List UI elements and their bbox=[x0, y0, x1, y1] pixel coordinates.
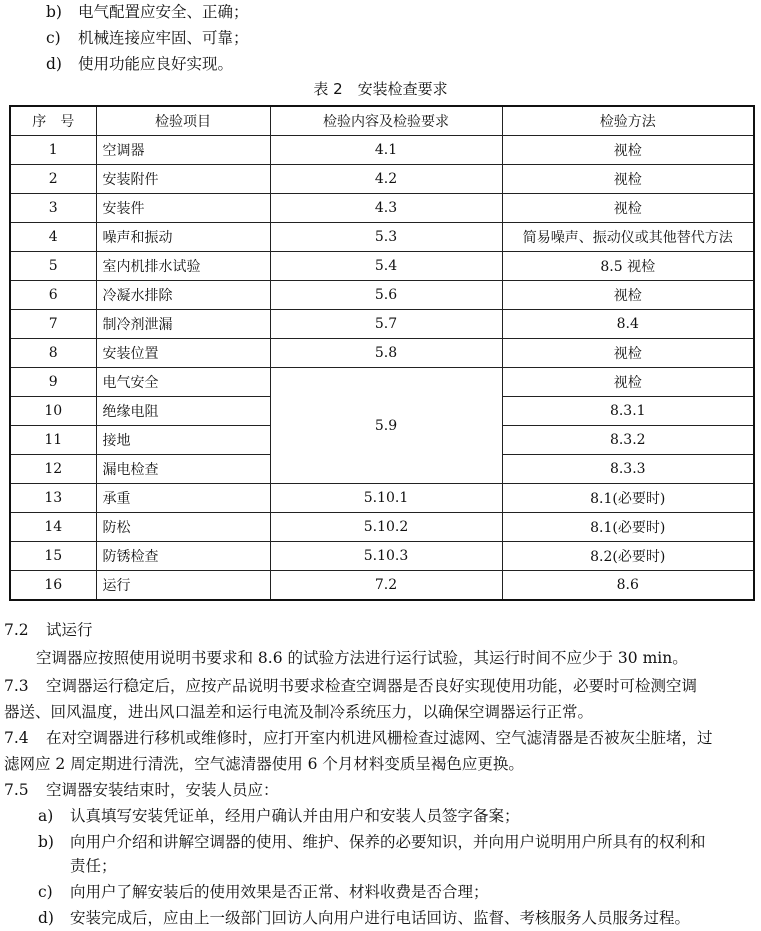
section-number: 7.2 bbox=[4, 621, 29, 639]
cell-method: 8.1(必要时) bbox=[502, 513, 754, 542]
cell-item: 防锈检查 bbox=[96, 542, 270, 571]
section-number: 7.5 bbox=[4, 781, 29, 799]
cell-method: 8.6 bbox=[502, 571, 754, 601]
cell-content-merged: 5.9 bbox=[270, 368, 502, 484]
table-row bbox=[10, 368, 754, 397]
section-body: 器送、回风温度，进出风口温差和运行电流及制冷系统压力，以确保空调器运行正常。 bbox=[4, 703, 594, 721]
section-body: 滤网应 2 周定期进行清洗，空气滤清器使用 6 个月材料变质呈褐色应更换。 bbox=[4, 755, 524, 773]
section-number: 7.4 bbox=[4, 729, 29, 747]
table-row bbox=[10, 136, 754, 165]
header-item: 检验项目 bbox=[96, 106, 270, 136]
cell-number: 14 bbox=[10, 513, 96, 542]
list-marker: b) bbox=[46, 3, 62, 21]
cell-item: 承重 bbox=[96, 484, 270, 513]
list-marker: d) bbox=[46, 55, 62, 73]
cell-number: 15 bbox=[10, 542, 96, 571]
table-row bbox=[10, 165, 754, 194]
cell-item: 冷凝水排除 bbox=[96, 281, 270, 310]
header-method: 检验方法 bbox=[502, 106, 754, 136]
cell-number: 16 bbox=[10, 571, 96, 601]
table-row bbox=[10, 194, 754, 223]
list-item-text: 向用户介绍和讲解空调器的使用、维护、保养的必要知识，并向用户说明用户所具有的权利和 bbox=[70, 833, 706, 851]
cell-item: 安装附件 bbox=[96, 165, 270, 194]
cell-number: 4 bbox=[10, 223, 96, 252]
header-number: 序 号 bbox=[10, 106, 96, 136]
table-row bbox=[10, 542, 754, 571]
list-marker: d) bbox=[38, 909, 54, 927]
cell-item: 空调器 bbox=[96, 136, 270, 165]
cell-method: 8.5 视检 bbox=[502, 252, 754, 281]
section-number: 7.3 bbox=[4, 677, 29, 695]
cell-method: 简易噪声、振动仪或其他替代方法 bbox=[502, 223, 754, 252]
cell-content: 5.10.2 bbox=[270, 513, 502, 542]
table-row bbox=[10, 513, 754, 542]
cell-method: 8.4 bbox=[502, 310, 754, 339]
cell-method: 视检 bbox=[502, 281, 754, 310]
list-item-text: 电气配置应安全、正确； bbox=[78, 3, 249, 21]
cell-number: 3 bbox=[10, 194, 96, 223]
cell-method: 8.1(必要时) bbox=[502, 484, 754, 513]
cell-item: 室内机排水试验 bbox=[96, 252, 270, 281]
cell-content: 5.6 bbox=[270, 281, 502, 310]
cell-content: 4.1 bbox=[270, 136, 502, 165]
cell-method: 视检 bbox=[502, 194, 754, 223]
cell-number: 5 bbox=[10, 252, 96, 281]
table-row bbox=[10, 310, 754, 339]
list-item-text: 使用功能应良好实现。 bbox=[78, 55, 234, 73]
cell-content: 5.10.3 bbox=[270, 542, 502, 571]
table-row bbox=[10, 223, 754, 252]
cell-item: 接地 bbox=[96, 426, 270, 455]
table-caption: 表 2 安装检查要求 bbox=[313, 80, 448, 98]
cell-content: 4.2 bbox=[270, 165, 502, 194]
cell-method: 视检 bbox=[502, 165, 754, 194]
cell-content: 4.3 bbox=[270, 194, 502, 223]
cell-content: 5.7 bbox=[270, 310, 502, 339]
list-marker: c) bbox=[46, 29, 61, 47]
table-row bbox=[10, 339, 754, 368]
section-body: 空调器运行稳定后，应按产品说明书要求检查空调器是否良好实现使用功能，必要时可检测空调 bbox=[46, 677, 698, 695]
cell-method: 8.3.1 bbox=[502, 397, 754, 426]
cell-number: 2 bbox=[10, 165, 96, 194]
table-header-row bbox=[10, 106, 754, 136]
cell-content: 5.8 bbox=[270, 339, 502, 368]
cell-content: 5.3 bbox=[270, 223, 502, 252]
list-item-text: 认真填写安装凭证单，经用户确认并由用户和安装人员签字备案； bbox=[70, 807, 520, 825]
table-row bbox=[10, 252, 754, 281]
inspection-table bbox=[9, 105, 755, 601]
cell-item: 电气安全 bbox=[96, 368, 270, 397]
section-title: 空调器安装结束时，安装人员应： bbox=[46, 781, 279, 799]
section-title: 试运行 bbox=[46, 621, 93, 639]
cell-item: 防松 bbox=[96, 513, 270, 542]
section-body: 在对空调器进行移机或维修时，应打开室内机进风栅检查过滤网、空气滤清器是否被灰尘脏堵，过 bbox=[46, 729, 713, 747]
cell-method: 8.3.3 bbox=[502, 455, 754, 484]
cell-item: 安装位置 bbox=[96, 339, 270, 368]
section-body: 空调器应按照使用说明书要求和 8.6 的试验方法进行运行试验，其运行时间不应少于 30 min。 bbox=[36, 649, 688, 667]
cell-content: 7.2 bbox=[270, 571, 502, 601]
table-row bbox=[10, 571, 754, 601]
cell-method: 视检 bbox=[502, 368, 754, 397]
list-marker: a) bbox=[38, 807, 54, 825]
cell-item: 噪声和振动 bbox=[96, 223, 270, 252]
cell-method: 视检 bbox=[502, 339, 754, 368]
cell-content: 5.10.1 bbox=[270, 484, 502, 513]
cell-number: 9 bbox=[10, 368, 96, 397]
table-row bbox=[10, 281, 754, 310]
cell-number: 11 bbox=[10, 426, 96, 455]
list-item-text: 安装完成后，应由上一级部门回访人向用户进行电话回访、监督、考核服务人员服务过程。 bbox=[70, 909, 691, 927]
header-content: 检验内容及检验要求 bbox=[270, 106, 502, 136]
cell-number: 6 bbox=[10, 281, 96, 310]
list-marker: c) bbox=[38, 883, 53, 901]
cell-item: 安装件 bbox=[96, 194, 270, 223]
cell-item: 绝缘电阻 bbox=[96, 397, 270, 426]
list-item-text: 责任； bbox=[70, 857, 117, 875]
list-item-text: 向用户了解安装后的使用效果是否正常、材料收费是否合理； bbox=[70, 883, 489, 901]
cell-number: 10 bbox=[10, 397, 96, 426]
cell-number: 1 bbox=[10, 136, 96, 165]
cell-number: 12 bbox=[10, 455, 96, 484]
cell-item: 制冷剂泄漏 bbox=[96, 310, 270, 339]
cell-method: 8.3.2 bbox=[502, 426, 754, 455]
cell-number: 13 bbox=[10, 484, 96, 513]
cell-number: 7 bbox=[10, 310, 96, 339]
cell-method: 视检 bbox=[502, 136, 754, 165]
cell-content: 5.4 bbox=[270, 252, 502, 281]
cell-item: 漏电检查 bbox=[96, 455, 270, 484]
cell-item: 运行 bbox=[96, 571, 270, 601]
table-row bbox=[10, 484, 754, 513]
list-marker: b) bbox=[38, 833, 54, 851]
cell-method: 8.2(必要时) bbox=[502, 542, 754, 571]
list-item-text: 机械连接应牢固、可靠； bbox=[78, 29, 249, 47]
cell-number: 8 bbox=[10, 339, 96, 368]
